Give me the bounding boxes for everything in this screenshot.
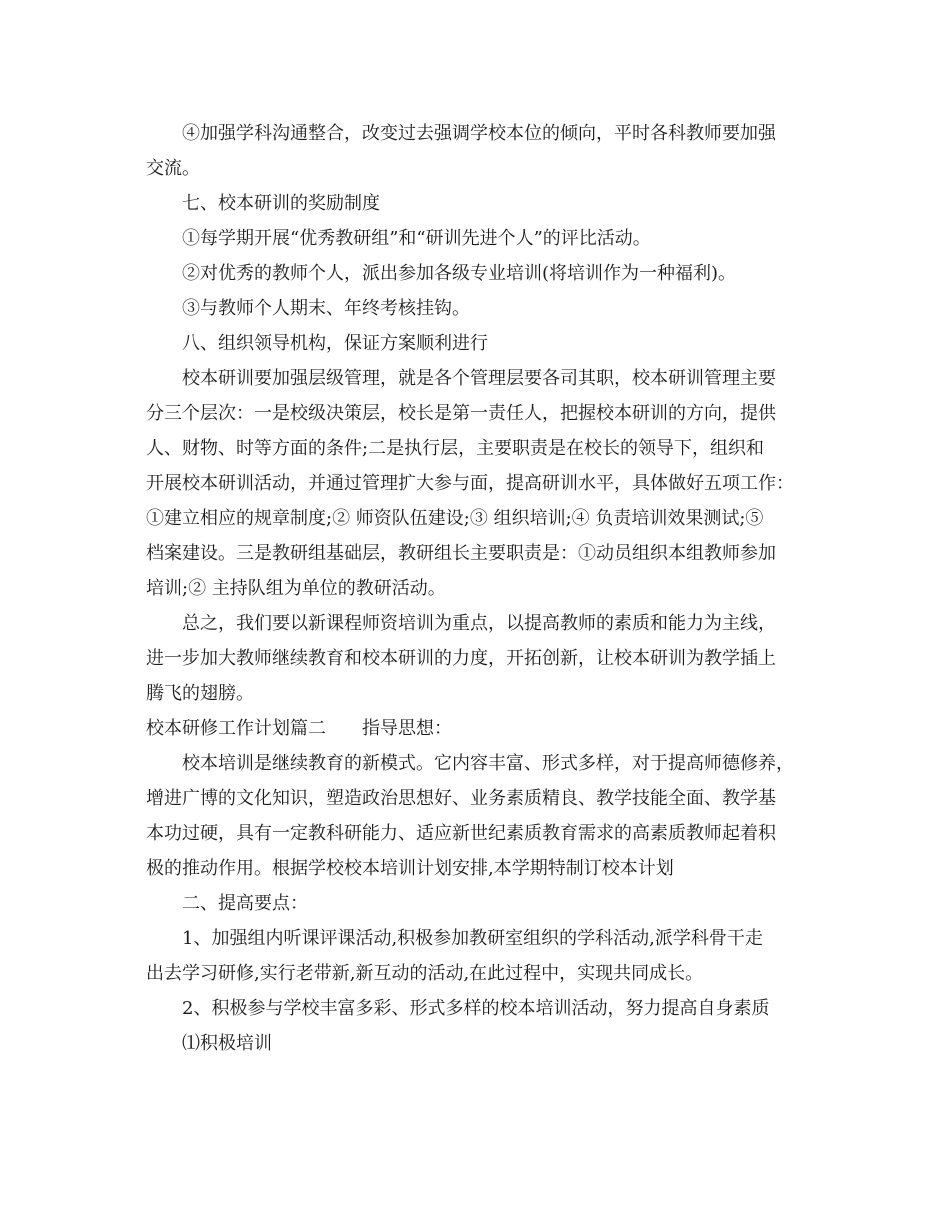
paragraph — [146, 1026, 816, 1061]
paragraph — [146, 221, 816, 256]
text-line: ⑴积极培训 — [182, 1033, 272, 1054]
text-line: 进一步加大教师继续教育和校本研训的力度，开拓创新，让校本研训为教学插上 — [146, 648, 776, 669]
subheading: 指导思想： — [362, 718, 452, 739]
section-heading — [146, 886, 816, 921]
text-line: ①建立相应的规章制度;② 师资队伍建设;③ 组织培训;④ 负责培训效果测试;⑤ — [146, 508, 764, 529]
text-line: 增进广博的文化知识，塑造政治思想好、业务素质精良、教学技能全面、教学基 — [146, 788, 776, 809]
paragraph — [146, 116, 816, 186]
paragraph — [146, 991, 816, 1026]
text-line: 二、提高要点： — [182, 893, 308, 914]
paragraph — [146, 921, 816, 991]
text-line: 开展校本研训活动，并通过管理扩大参与面，提高研训水平，具体做好五项工作： — [146, 473, 794, 494]
text-line: 分三个层次：一是校级决策层，校长是第一责任人，把握校本研训的方向，提供 — [146, 403, 776, 424]
section-heading — [146, 186, 816, 221]
paragraph — [146, 746, 816, 886]
text-line: 校本培训是继续教育的新模式。它内容丰富、形式多样，对于提高师德修养， — [182, 753, 794, 774]
paragraph — [146, 361, 816, 606]
text-line: 出去学习研修,实行老带新,新互动的活动,在此过程中，实现共同成长。 — [146, 963, 704, 984]
text-line: 2、积极参与学校丰富多彩、形式多样的校本培训活动，努力提高自身素质 — [182, 998, 770, 1019]
text-line: 腾飞的翅膀。 — [146, 683, 254, 704]
article-heading — [146, 711, 816, 746]
text-line: ②对优秀的教师个人，派出参加各级专业培训(将培训作为一种福利)。 — [182, 263, 737, 284]
text-line: 七、校本研训的奖励制度 — [182, 193, 380, 214]
text-line: 校本研训要加强层级管理，就是各个管理层要各司其职，校本研训管理主要 — [182, 368, 776, 389]
text-line: 本功过硬，具有一定教科研能力、适应新世纪素质教育需求的高素质教师起着积 — [146, 823, 776, 844]
text-line: 交流。 — [146, 158, 200, 179]
text-line: 极的推动作用。根据学校校本培训计划安排,本学期特制订校本计划 — [146, 858, 674, 879]
text-line: ①每学期开展“优秀教研组”和“研训先进个人”的评比活动。 — [182, 228, 651, 249]
article-title: 校本研修工作计划篇二 — [146, 718, 326, 739]
text-line: 培训;② 主持队组为单位的教研活动。 — [146, 578, 446, 599]
paragraph — [146, 606, 816, 711]
document-body — [146, 116, 816, 1061]
text-line — [146, 711, 816, 746]
paragraph — [146, 291, 816, 326]
text-line: 人、财物、时等方面的条件;二是执行层，主要职责是在校长的领导下，组织和 — [146, 438, 765, 459]
paragraph — [146, 256, 816, 291]
text-line: ④加强学科沟通整合，改变过去强调学校本位的倾向，平时各科教师要加强 — [182, 123, 776, 144]
text-line: 八、组织领导机构，保证方案顺利进行 — [182, 333, 488, 354]
text-line: 1、加强组内听课评课活动,积极参加教研室组织的学科活动,派学科骨干走 — [182, 928, 763, 949]
section-heading — [146, 326, 816, 361]
text-line: 总之，我们要以新课程师资培训为重点，以提高教师的素质和能力为主线， — [182, 613, 776, 634]
text-line: ③与教师个人期末、年终考核挂钩。 — [182, 298, 470, 319]
text-line: 档案建设。三是教研组基础层，教研组长主要职责是：①动员组织本组教师参加 — [146, 543, 776, 564]
